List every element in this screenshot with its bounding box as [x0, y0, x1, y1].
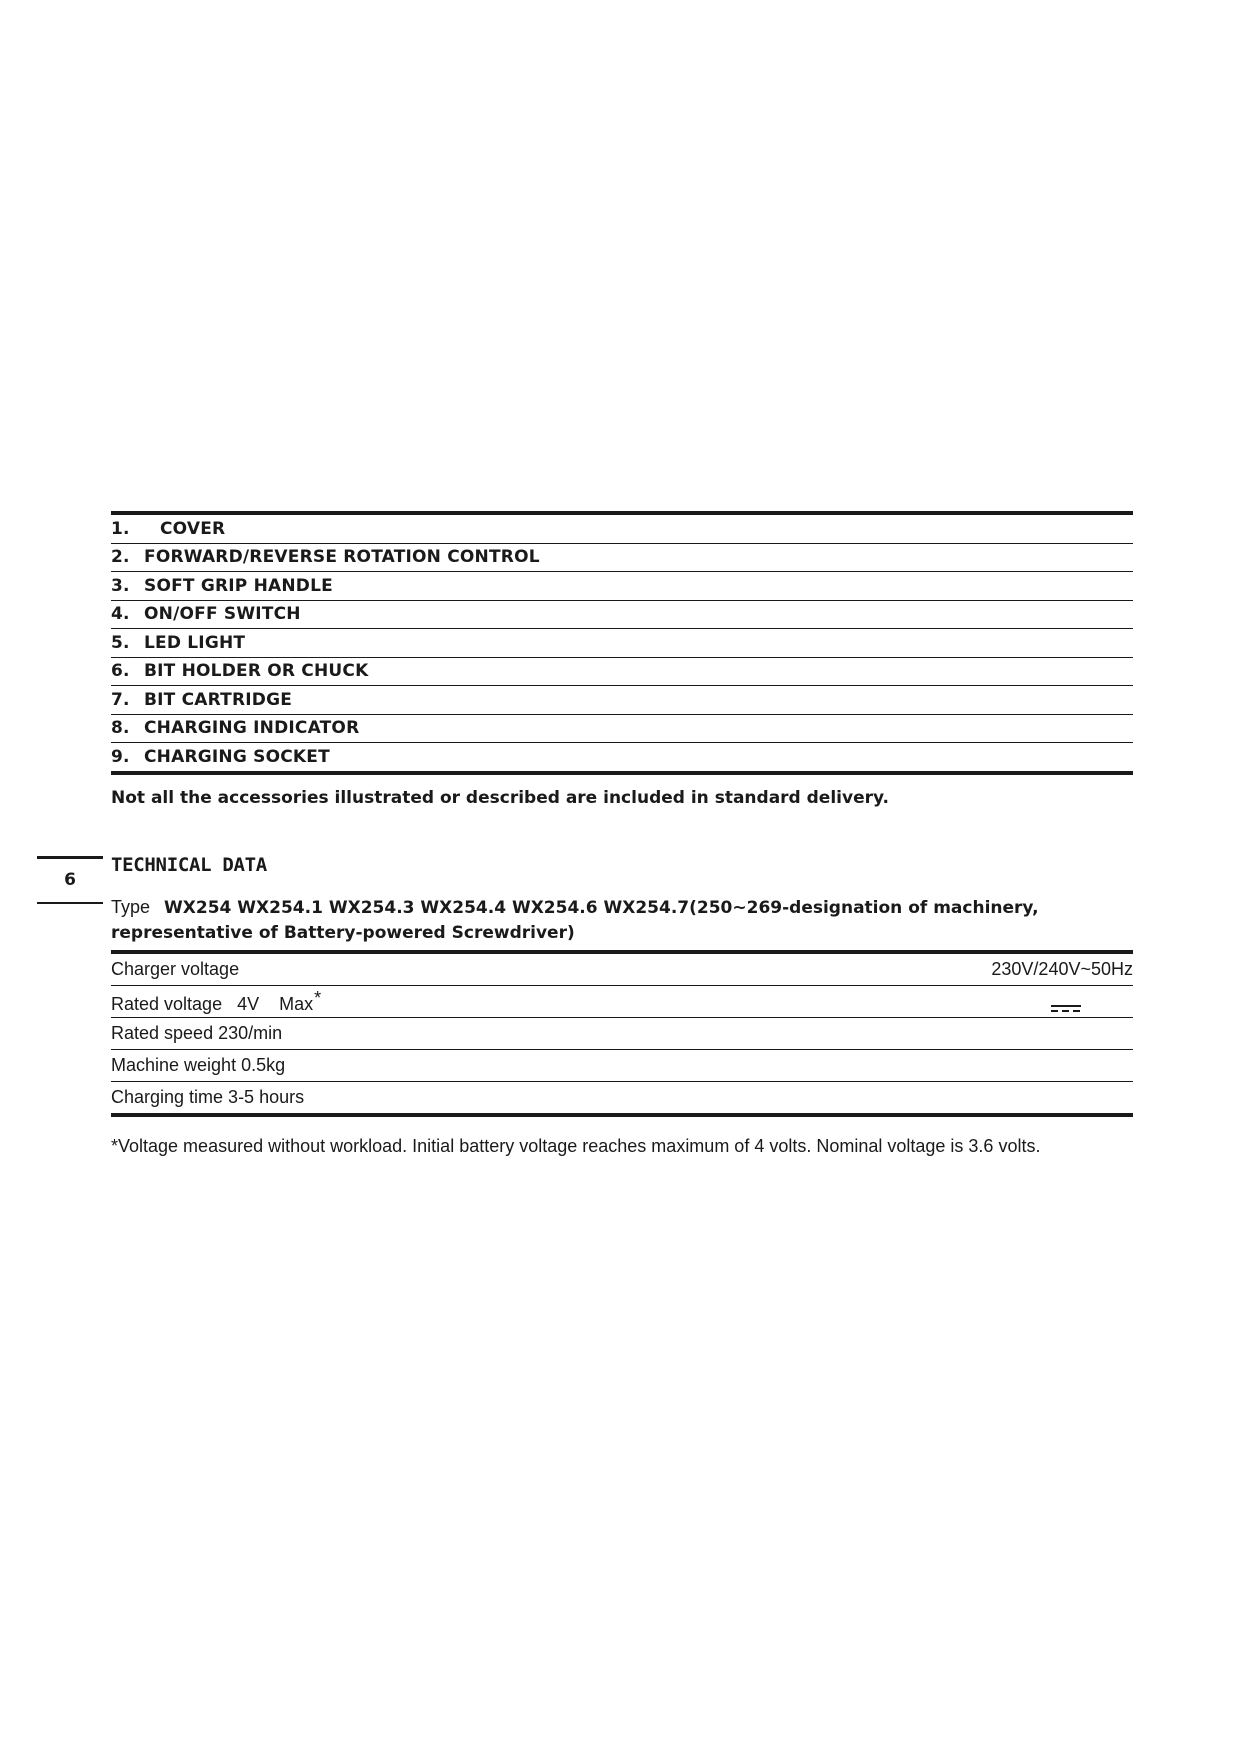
rated-voltage-value: 4V: [237, 994, 260, 1014]
part-number: 5.: [111, 632, 130, 653]
parts-row: [111, 743, 1133, 775]
spec-label: Rated speed 230/min: [111, 1023, 283, 1043]
voltage-footnote: *Voltage measured without workload. Initial battery voltage reaches maximum of 4 volts. Nominal voltage is 3.6 volts.: [111, 1136, 1041, 1156]
page-number-tab: [37, 856, 103, 904]
spec-label: [111, 988, 321, 1015]
part-label: CHARGING SOCKET: [144, 746, 330, 767]
part-label: LED LIGHT: [144, 632, 246, 653]
part-number: 4.: [111, 604, 130, 625]
section-title: TECHNICAL DATA: [111, 854, 267, 876]
spec-label: Charger voltage: [111, 959, 240, 979]
parts-row: [111, 715, 1133, 744]
parts-row: [111, 601, 1133, 630]
type-label: Type: [111, 897, 151, 917]
part-number: 9.: [111, 746, 130, 767]
part-number: 7.: [111, 689, 130, 710]
spec-label: Machine weight 0.5kg: [111, 1055, 286, 1075]
spec-row-rated-speed: [111, 1018, 1133, 1050]
part-number: 2.: [111, 547, 130, 568]
spec-row-machine-weight: [111, 1050, 1133, 1082]
parts-row: [111, 572, 1133, 601]
part-label: CHARGING INDICATOR: [144, 718, 360, 739]
spec-row-charger-voltage: [111, 954, 1133, 986]
rated-voltage-label: Rated voltage: [111, 994, 223, 1014]
part-number: 1.: [111, 518, 130, 539]
part-label: COVER: [160, 518, 226, 539]
spec-value: 230V/240V~50Hz: [991, 959, 1133, 979]
page-number: 6: [64, 869, 76, 890]
spec-row-charging-time: [111, 1082, 1133, 1117]
part-label: FORWARD/REVERSE ROTATION CONTROL: [144, 547, 540, 568]
part-label: BIT CARTRIDGE: [144, 689, 293, 710]
part-number: 6.: [111, 661, 130, 682]
type-models: WX254 WX254.1 WX254.3 WX254.4 WX254.6 WX254.7(250~269-designation of machinery,: [164, 898, 1039, 918]
type-models-continued: representative of Battery-powered Screwdriver): [111, 923, 575, 943]
spec-row-rated-voltage: [111, 986, 1133, 1018]
direct-current-icon: [1051, 1005, 1081, 1012]
accessories-note: Not all the accessories illustrated or described are included in standard delivery.: [111, 788, 889, 808]
parts-row: [111, 686, 1133, 715]
spec-label: Charging time 3-5 hours: [111, 1087, 305, 1107]
part-number: 8.: [111, 718, 130, 739]
rated-voltage-max: Max: [279, 994, 314, 1014]
parts-list: [111, 511, 1133, 775]
part-label: SOFT GRIP HANDLE: [144, 575, 333, 596]
asterisk: *: [314, 988, 322, 1008]
part-label: ON/OFF SWITCH: [144, 604, 301, 625]
part-number: 3.: [111, 575, 130, 596]
parts-row: [111, 629, 1133, 658]
parts-row: [111, 515, 1133, 544]
parts-row: [111, 658, 1133, 687]
type-designation: [111, 895, 1111, 945]
part-label: BIT HOLDER OR CHUCK: [144, 661, 369, 682]
spec-table: [111, 950, 1133, 1117]
page-tab-bottom-line: [37, 902, 103, 905]
parts-row: [111, 544, 1133, 573]
